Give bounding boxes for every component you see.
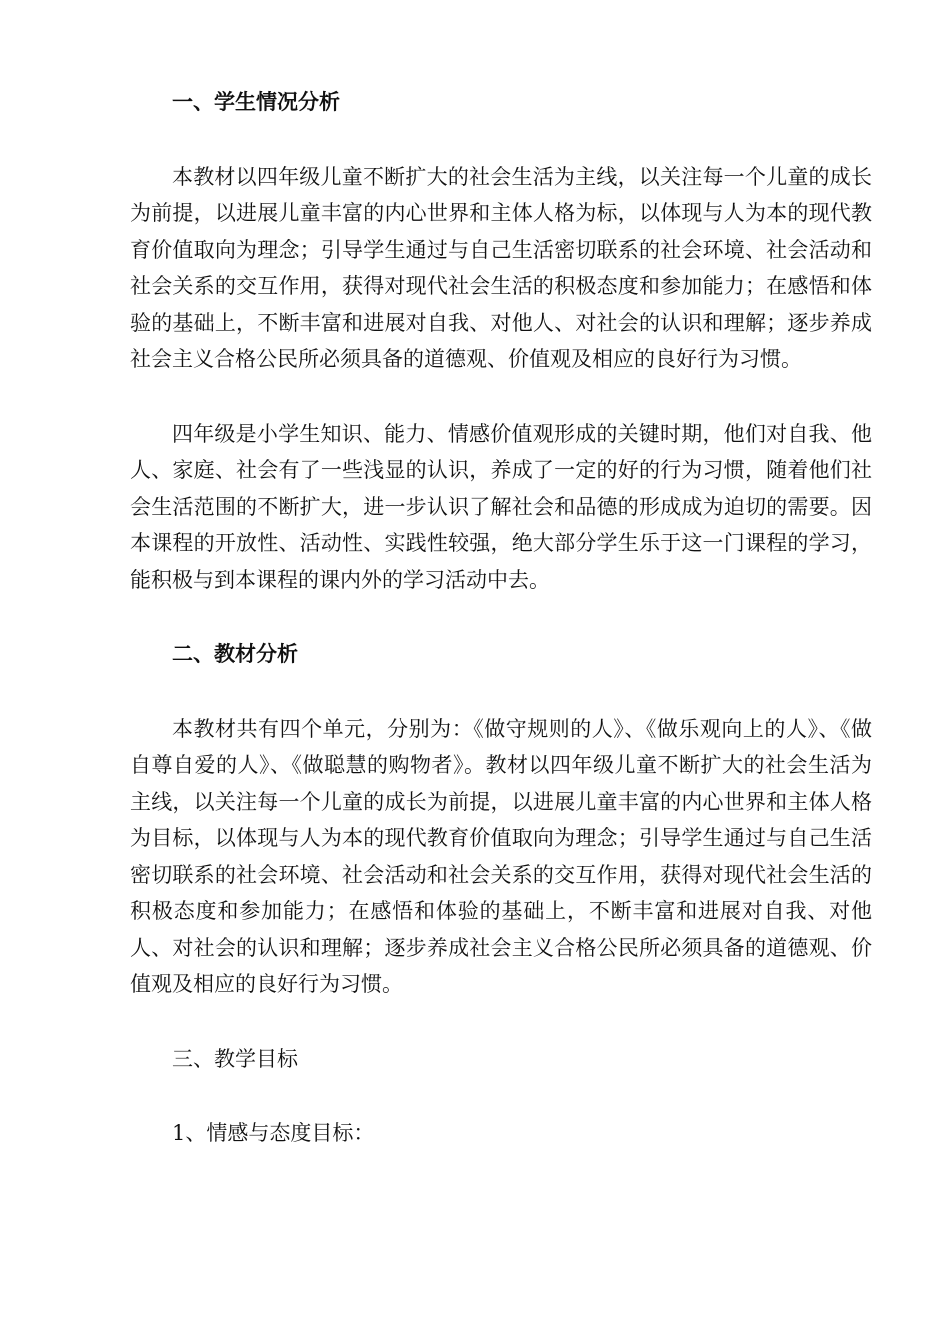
document-body [130,84,872,1152]
paragraph-student-analysis-2: 四年级是小学生知识、能力、情感价值观形成的关键时期，他们对自我、他人、家庭、社会有了一些浅显的认识，养成了一定的好的行为习惯，随着他们社会生活范围的不断扩大，进一步认识了解社会和品德的形成成为迫切的需要。因本课程的开放性、活动性、实践性较强，绝大部分学生乐于这一门课程的学习，能积极与到本课程的课内外的学习活动中去。 [130,421,872,592]
section-heading-textbook-analysis: 二、教材分析 [172,642,298,666]
paragraph-student-analysis-1: 本教材以四年级儿童不断扩大的社会生活为主线，以关注每一个儿童的成长为前提，以进展儿童丰富的内心世界和主体人格为标，以体现与人为本的现代教育价值取向为理念；引导学生通过与自己生活密切联系的社会环境、社会活动和社会关系的交互作用，获得对现代社会生活的积极态度和参加能力；在感悟和体验的基础上，不断丰富和进展对自我、对他人、对社会的认识和理解；逐步养成社会主义合格公民所必须具备的道德观、价值观及相应的良好行为习惯。 [130,164,872,371]
section-heading-student-analysis: 一、学生情况分析 [172,90,340,114]
paragraph-textbook-analysis-1: 本教材共有四个单元，分别为：《做守规则的人》、《做乐观向上的人》、《做自尊自爱的人》、《做聪慧的购物者》。教材以四年级儿童不断扩大的社会生活为主线，以关注每一个儿童的成长为前提，以进展儿童丰富的内心世界和主体人格为目标，以体现与人为本的现代教育价值取向为理念；引导学生通过与自己生活密切联系的社会环境、社会活动和社会关系的交互作用，获得对现代社会生活的积极态度和参加能力；在感悟和体验的基础上，不断丰富和进展对自我、对他人、对社会的认识和理解；逐步养成社会主义合格公民所必须具备的道德观、价值观及相应的良好行为习惯。 [130,716,872,996]
subheading-emotion-attitude-goals: 1、情感与态度目标： [172,1121,375,1145]
section-heading-teaching-goals: 三、教学目标 [172,1046,298,1071]
